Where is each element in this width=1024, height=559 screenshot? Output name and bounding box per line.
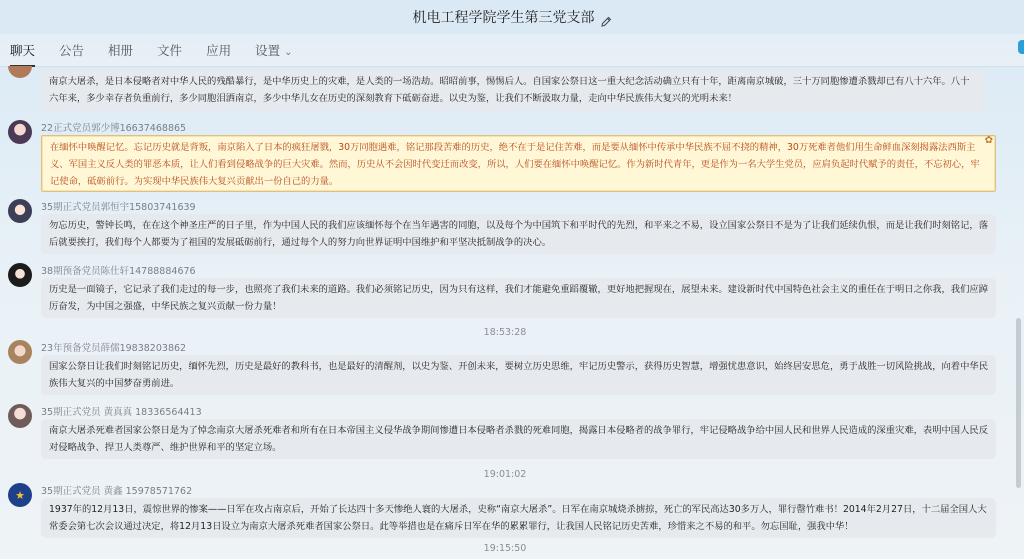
avatar[interactable]: [8, 120, 32, 144]
avatar[interactable]: [8, 404, 32, 428]
timestamp: 19:15:50: [483, 543, 527, 554]
tab-apps[interactable]: 应用: [206, 43, 232, 58]
avatar[interactable]: ★: [8, 483, 32, 507]
message-bubble: 南京大屠杀，是日本侵略者对中华人民的残酷暴行，是中华历史上的灾难，是人类的一场浩劫。昭昭前事，惕惕后人。自国家公祭日这一重大纪念活动确立只有十年，距离南京城破，三十万同胞惨遭杀戮却已有八十六年。八十六年来，多少幸存者负重前行，多少同胞泪洒南京，多少中华儿女在历史的深刻教育下砥砺奋进。以史为鉴，让我们不断汲取力量，走向中华民族伟大复兴的光明未来！: [41, 70, 985, 111]
tab-chat[interactable]: 聊天: [10, 37, 35, 63]
chat-area: [0, 66, 1010, 559]
avatar[interactable]: [8, 199, 32, 223]
sender-name: 23年预备党员薛儒19838203862: [41, 343, 187, 354]
title-bar: [0, 0, 1024, 34]
tab-announcement[interactable]: 公告: [59, 43, 85, 58]
avatar[interactable]: [8, 340, 32, 364]
group-title: 机电工程学院学生第三党支部: [412, 10, 595, 26]
tab-files[interactable]: 文件: [157, 43, 183, 58]
scrollbar-thumb[interactable]: [1016, 318, 1021, 488]
sender-name: 35期正式党员 黄真真 18336564413: [41, 407, 202, 418]
scrollbar[interactable]: [1016, 70, 1021, 559]
timestamp: 19:01:02: [483, 469, 527, 480]
message-bubble: 1937年的12月13日，震惊世界的惨案——日军在攻占南京后，开始了长达四十多天惨绝人寰的大屠杀，史称“南京大屠杀”。日军在南京城烧杀掳掠，死亡的军民高达30多万人，罪行罄竹难书！2014年2月27日，十二届全国人大常委会第七次会议通过决定，将12月13日设立为南京大屠杀死难者国家公祭日。此等举措也是在痛斥日军在华的累累罪行，让我国人民铭记历史苦难，珍惜来之不易的和平。勿忘国耻，强我中华！: [41, 498, 996, 538]
avatar[interactable]: [8, 66, 32, 78]
timestamp: 18:53:28: [483, 327, 527, 338]
sender-name: 35期正式党员郭恒宇15803741639: [41, 202, 196, 213]
edit-icon[interactable]: [601, 12, 612, 23]
tab-bar: [0, 34, 1024, 67]
message-bubble: 国家公祭日让我们时刻铭记历史，缅怀先烈，历史是最好的教科书，也是最好的清醒剂，以史为鉴、开创未来，要树立历史思维，牢记历史警示，获得历史智慧，增强忧患意识，始终居安思危，勇于战胜一切风险挑战，向着中华民族伟大复兴的中国梦奋勇前进。: [41, 355, 996, 395]
message-bubble: [41, 135, 996, 192]
tab-album[interactable]: 相册: [108, 43, 134, 58]
message-bubble: 历史是一面镜子，它记录了我们走过的每一步，也照亮了我们未来的道路。我们必须铭记历史，因为只有这样，我们才能避免重蹈覆辙，更好地把握现在，展望未来。建设新时代中国特色社会主义的重任在于明日之你我，我们应踔厉奋发，为中国之强盛，中华民族之复兴贡献一份力量！: [41, 278, 996, 318]
message-text: 在缅怀中唤醒记忆。忘记历史就是背叛，南京陷入了日本的疯狂屠戮，30万同胞遇难，铭记那段苦难的历史，绝不在于是记住苦难，而是要从缅怀中传承中华民族不屈不挠的精神，30万死难者他们用生命鲜血深刻揭露法西斯主义、军国主义反人类的罪恶本质，让人们看到侵略战争的巨大灾难。然而，历史从不会因时代变迁而改变，所以，人们要在缅怀中唤醒记忆。作为新时代青年，更是作为一名大学生党员，应肩负起时代赋予的责任，不忘初心，牢记使命，砥砺前行。为实现中华民族伟大复兴贡献出一份自己的力量。: [50, 142, 980, 187]
message-bubble: 勿忘历史，警钟长鸣，在在这个神圣庄严的日子里，作为中国人民的我们应该缅怀每个在当年遇害的同胞，以及每个为中国筑下和平时代的先烈，和平来之不易，设立国家公祭日不是为了让我们延续仇恨，而是让我们时刻铭记，落后就要挨打，我们每个人都要为了祖国的发展砥砺前行，通过每个人的努力向世界证明中国维护和平坚决抵制战争的决心。: [41, 214, 996, 254]
sender-name: 22正式党员郭少博16637468865: [41, 123, 187, 134]
decoration-icon: ✿: [984, 135, 993, 146]
sender-name: 35期正式党员 黄鑫 15978571762: [41, 486, 193, 497]
tab-settings-label: 设置: [255, 43, 281, 58]
tab-settings[interactable]: [255, 37, 292, 63]
side-handle[interactable]: [1018, 40, 1024, 54]
chevron-down-icon: ⌄: [284, 47, 293, 58]
sender-name: 38期预备党员陈仕轩14788884676: [41, 266, 196, 277]
avatar[interactable]: [8, 263, 32, 287]
message-bubble: 南京大屠杀死难者国家公祭日是为了悼念南京大屠杀死难者和所有在日本帝国主义侵华战争期间惨遭日本侵略者杀戮的死难同胞，揭露日本侵略者的战争罪行，牢记侵略战争给中国人民和世界人民造成的深重灾难，表明中国人民反对侵略战争、捍卫人类尊严、维护世界和平的坚定立场。: [41, 419, 996, 459]
